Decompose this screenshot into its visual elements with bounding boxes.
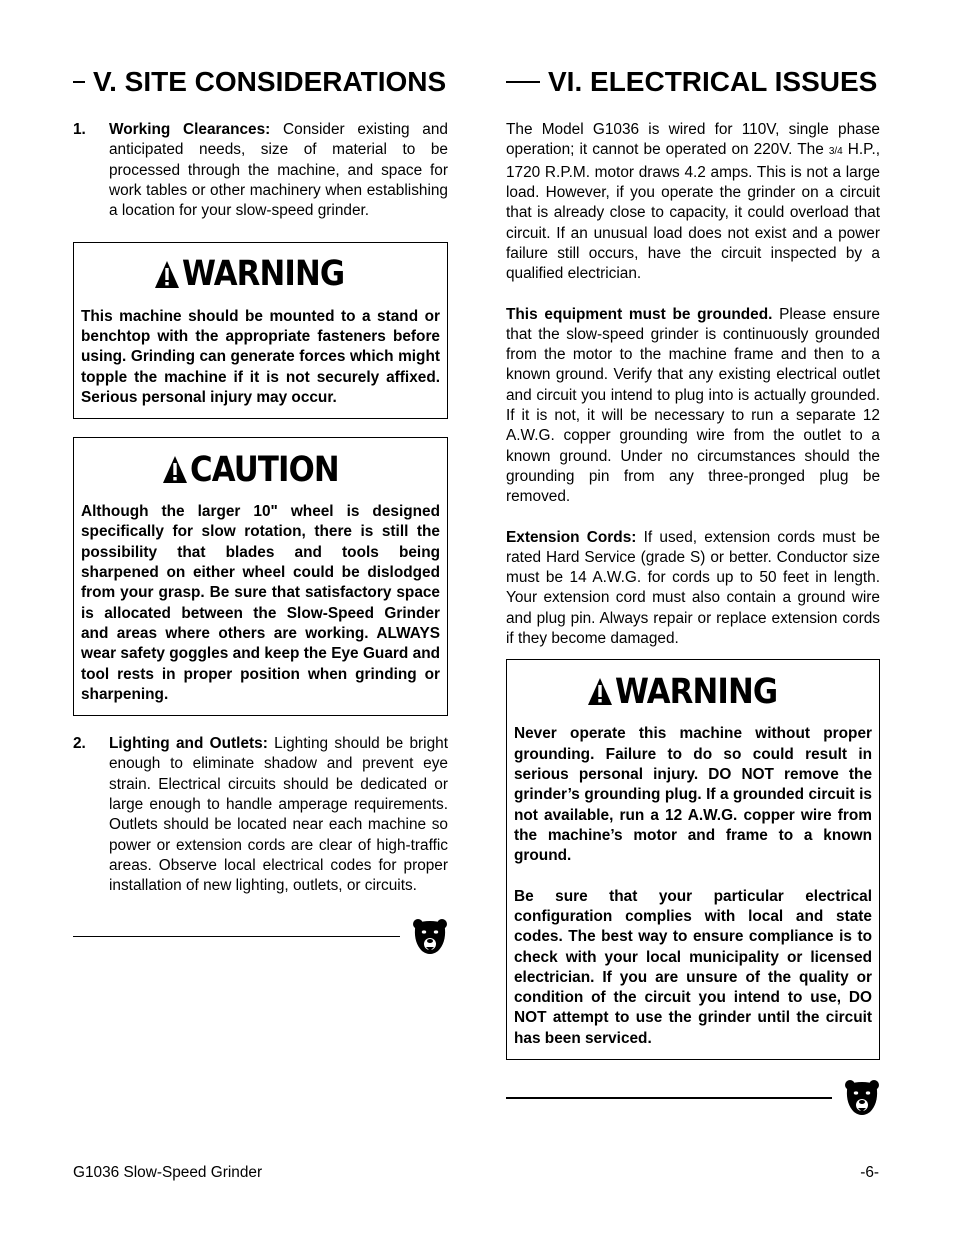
section-end-rule	[506, 1078, 880, 1118]
fraction-three-quarters: 3/4	[828, 146, 843, 158]
title-rule	[73, 81, 85, 83]
left-column	[73, 66, 448, 957]
grounding-label: This equipment must be grounded.	[506, 305, 773, 323]
item-number: 1.	[73, 121, 86, 139]
list-item-working-clearances	[73, 120, 448, 221]
footer-page-number: -6-	[860, 1164, 879, 1181]
grounding-paragraph: This equipment must be grounded. Please ensure that the slow-speed grinder is continuously grounded from the motor to the machine frame and then to a known ground. Verify that any existing electrical outlet and circuit you intend to plug into is actually grounded. If it is not, it will be necessary to run a separate 12 A.W.G. copper grounding wire from the outlet to a known ground. Under no circumstances should the grounding pin from any three-pronged plug be removed.	[506, 305, 880, 506]
exclamation-triangle-icon	[587, 677, 613, 707]
warning-heading: WARNING	[182, 254, 345, 295]
section-title-site-considerations: V. SITE CONSIDERATIONS	[73, 66, 448, 98]
warning-text-codes: Be sure that your particular electrical configuration complies with local and state codes. The best way to ensure compliance is to check with your local municipality or licensed electrician. If you are unsure of the quality or condition of the circuit you intend to use, DO NOT attempt to use the grinder until the circuit has been serviced.	[514, 887, 872, 1047]
warning-box-grounding	[506, 659, 880, 1060]
bear-head-logo-icon	[844, 1078, 880, 1118]
item-label: Working Clearances:	[109, 121, 271, 139]
right-column	[506, 66, 880, 1118]
extension-cords-label: Extension Cords:	[506, 528, 637, 546]
item-text: Lighting should be bright enough to eliminate shadow and prevent eye strain. Electrical circuits should be dedicated or large enough to handle amperage requirements. Outlets should be located near each machine so power or extension cords are clear of high-traffic areas. Observe local electrical codes for proper installation of new lighting, outlets, or circuits.	[109, 735, 448, 895]
list-item-lighting-outlets	[73, 734, 448, 896]
warning-text-grounding: Never operate this machine without proper grounding. Failure to do so could result in serious personal injury. DO NOT remove the grinder’s grounding plug. If a grounded circuit is not available, run a 12 A.W.G. copper wire from the machine’s motor and frame to a known ground.	[514, 725, 872, 865]
caution-box-wheel	[73, 437, 448, 716]
warning-heading: WARNING	[614, 671, 778, 712]
bear-head-logo-icon	[412, 917, 448, 957]
exclamation-triangle-icon	[154, 260, 180, 290]
caution-heading: CAUTION	[189, 449, 339, 490]
item-label: Lighting and Outlets:	[109, 735, 268, 753]
section-title-electrical-issues: VI. ELECTRICAL ISSUES	[506, 66, 880, 98]
exclamation-triangle-icon	[162, 455, 188, 485]
caution-text: Although the larger 10" wheel is designed specifically for slow rotation, there is still the possibility that blades and tools being sharpened on either wheel could be dislodged from your grasp. Be sure that satisfactory space is allocated between the Slow-Speed Grinder and areas where others are working. ALWAYS wear safety goggles and keep the Eye Guard and tool rests in proper position when grinding or sharpening.	[81, 503, 440, 703]
warning-box-mounting	[73, 242, 448, 419]
extension-cords-paragraph: Extension Cords: If used, extension cords must be rated Hard Service (grade S) or better. Conductor size must be 14 A.W.G. for cords up to 50 feet in length. Your extension cord must also contain a ground wire and plug pin. Always repair or replace extension cords if they become damaged.	[506, 528, 880, 648]
electrical-intro: The Model G1036 is wired for 110V, single phase operation; it cannot be operated on 220V. The 3/4 H.P., 1720 R.P.M. motor draws 4.2 amps. This is not a large load. However, if you operate the grinder on a circuit that is already close to capacity, it could overload that circuit. If an unusual load does not exist and a power failure still occurs, have the circuit inspected by a qualified electrician.	[506, 121, 880, 283]
footer-document-title: G1036 Slow-Speed Grinder	[73, 1164, 263, 1181]
item-text: Consider existing and anticipated needs, size of material to be processed through the machine, and space for work tables or other machinery when establishing a location for your slow-speed grinder.	[109, 121, 448, 220]
warning-text: This machine should be mounted to a stand or benchtop with the appropriate fasteners before using. Grinding can generate forces which might topple the machine if it is not securely affixed. Serious personal injury may occur.	[81, 307, 440, 406]
item-number: 2.	[73, 735, 86, 753]
title-rule	[506, 81, 540, 83]
section-end-rule	[73, 917, 448, 957]
